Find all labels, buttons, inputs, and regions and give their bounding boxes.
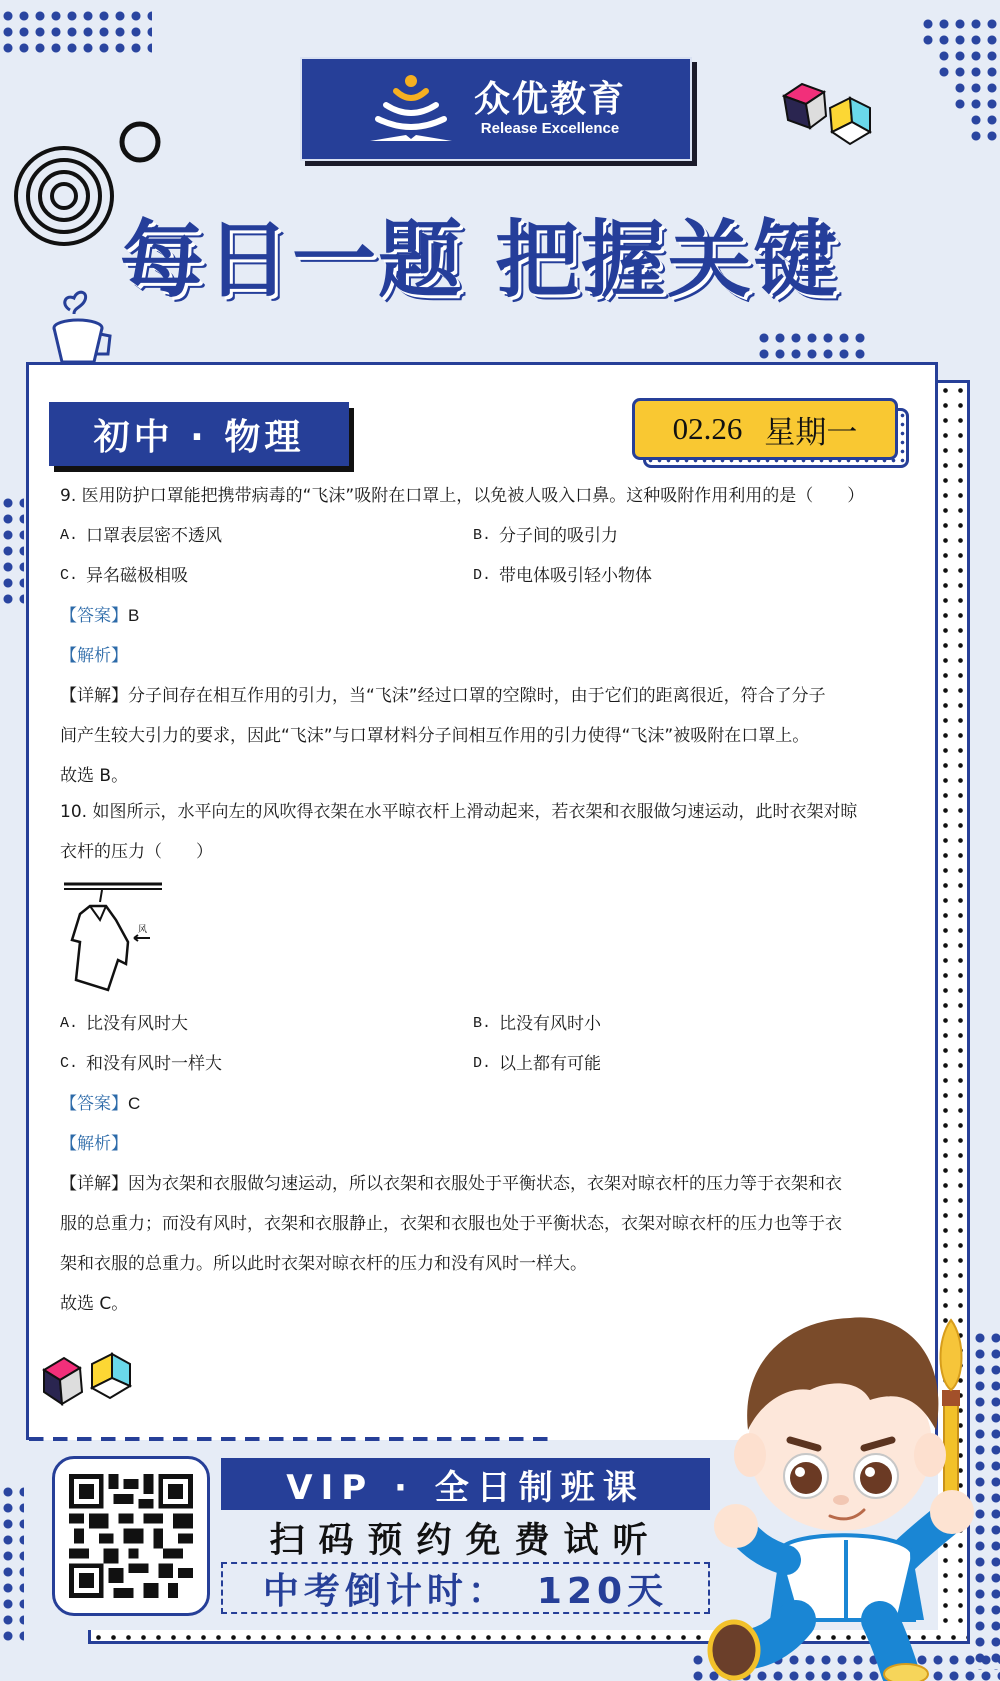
subject-tag: 初中 · 物理 <box>49 402 349 466</box>
option-a: A. 比没有风时大 <box>60 1014 188 1034</box>
brand-name-cn: 众优教育 <box>473 79 626 120</box>
question-9-options-row-2 <box>60 556 890 596</box>
brand-name-en: Release Excellence <box>480 120 620 137</box>
option-c: C. 和没有风时一样大 <box>60 1054 222 1074</box>
question-10-stem-2: 衣杆的压力（ ） <box>60 842 213 862</box>
exam-countdown <box>221 1562 710 1614</box>
detail-line-2: 间产生较大引力的要求，因此“飞沫”与口罩材料分子间相互作用的引力使得“飞沫”被吸附在口罩上。 <box>60 726 810 746</box>
qr-code[interactable] <box>52 1456 210 1616</box>
color-cubes-icon <box>780 80 880 152</box>
question-10-options-row-1 <box>60 1004 890 1044</box>
brand-logo <box>300 57 692 161</box>
detail-line-2: 服的总重力；而没有风时，衣架和衣服静止，衣架和衣服也处于平衡状态，衣架对晾衣杆的压力也等于衣 <box>60 1214 842 1234</box>
date-tag <box>632 398 898 460</box>
analysis-label: 【解析】 <box>60 1134 128 1154</box>
dot-grid-top-right <box>920 16 1000 48</box>
option-b: B. 分子间的吸引力 <box>473 526 618 546</box>
question-10-body <box>60 1004 890 1324</box>
coffee-cup-icon <box>48 282 114 362</box>
detail-line-3: 架和衣服的总重力。所以此时衣架对晾衣杆的压力和没有风时一样大。 <box>60 1254 587 1274</box>
color-cubes-icon <box>40 1352 140 1408</box>
book-tree-logo-icon <box>366 73 456 145</box>
dot-grid-left-bottom <box>0 1484 24 1644</box>
option-d: D. 以上都有可能 <box>473 1054 601 1074</box>
dot-grid-top-right-2 <box>936 48 1000 80</box>
scan-to-book-text: 扫码预约免费试听 <box>269 1521 662 1561</box>
option-b: B. 比没有风时小 <box>473 1014 601 1034</box>
date-value: 02.26 <box>672 411 743 446</box>
answer-label: 【答案】 <box>60 606 128 626</box>
answer-value: C <box>128 1094 141 1113</box>
weekday-value: 星期一 <box>764 414 858 450</box>
answer-label: 【答案】 <box>60 1094 128 1114</box>
dot-grid-top-right-4 <box>968 112 1000 142</box>
dot-grid-top-left <box>0 8 152 58</box>
mascot-boy-with-brush-icon <box>700 1290 980 1681</box>
detail-line-1: 【详解】分子间存在相互作用的引力，当“飞沫”经过口罩的空隙时，由于它们的距离很近，符合了分子 <box>60 686 826 706</box>
detail-line-1: 【详解】因为衣架和衣服做匀速运动，所以衣架和衣服处于平衡状态，衣架对晾衣杆的压力等于衣架和衣 <box>60 1174 842 1194</box>
qr-code-icon <box>69 1473 193 1599</box>
wind-label: 风 <box>138 925 148 935</box>
headline: 每日一题 把握关键 <box>120 211 840 309</box>
question-10 <box>60 792 890 872</box>
conclusion: 故选 B。 <box>60 766 129 786</box>
question-9-options-row-1 <box>60 516 890 556</box>
dot-grid-left-edge <box>0 495 24 607</box>
promo-divider <box>29 1437 549 1441</box>
option-c: C. 异名磁极相吸 <box>60 566 188 586</box>
countdown-value: 120天 <box>536 1570 669 1612</box>
clothes-hanger-diagram-icon <box>62 880 172 992</box>
option-a: A. 口罩表层密不透风 <box>60 526 222 546</box>
dot-grid-under-headline <box>756 330 868 362</box>
countdown-label: 中考倒计时： <box>262 1570 509 1612</box>
question-10-options-row-2 <box>60 1044 890 1084</box>
answer-value: B <box>128 606 140 625</box>
vip-banner: VIP · 全日制班课 <box>221 1458 710 1510</box>
option-d: D. 带电体吸引轻小物体 <box>473 566 652 586</box>
dot-grid-top-right-3 <box>952 80 1000 112</box>
question-9-stem: 9. 医用防护口罩能把携带病毒的“飞沫”吸附在口罩上，以免被人吸入口鼻。这种吸附作用利用的是（ ） <box>60 486 865 506</box>
answer-line <box>60 1084 890 1124</box>
answer-line <box>60 596 890 636</box>
question-9 <box>60 476 890 796</box>
analysis-label: 【解析】 <box>60 646 128 666</box>
question-10-stem-1: 10. 如图所示，水平向左的风吹得衣架在水平晾衣杆上滑动起来，若衣架和衣服做匀速运动，此时衣架对晾 <box>60 802 858 822</box>
conclusion: 故选 C。 <box>60 1294 129 1314</box>
